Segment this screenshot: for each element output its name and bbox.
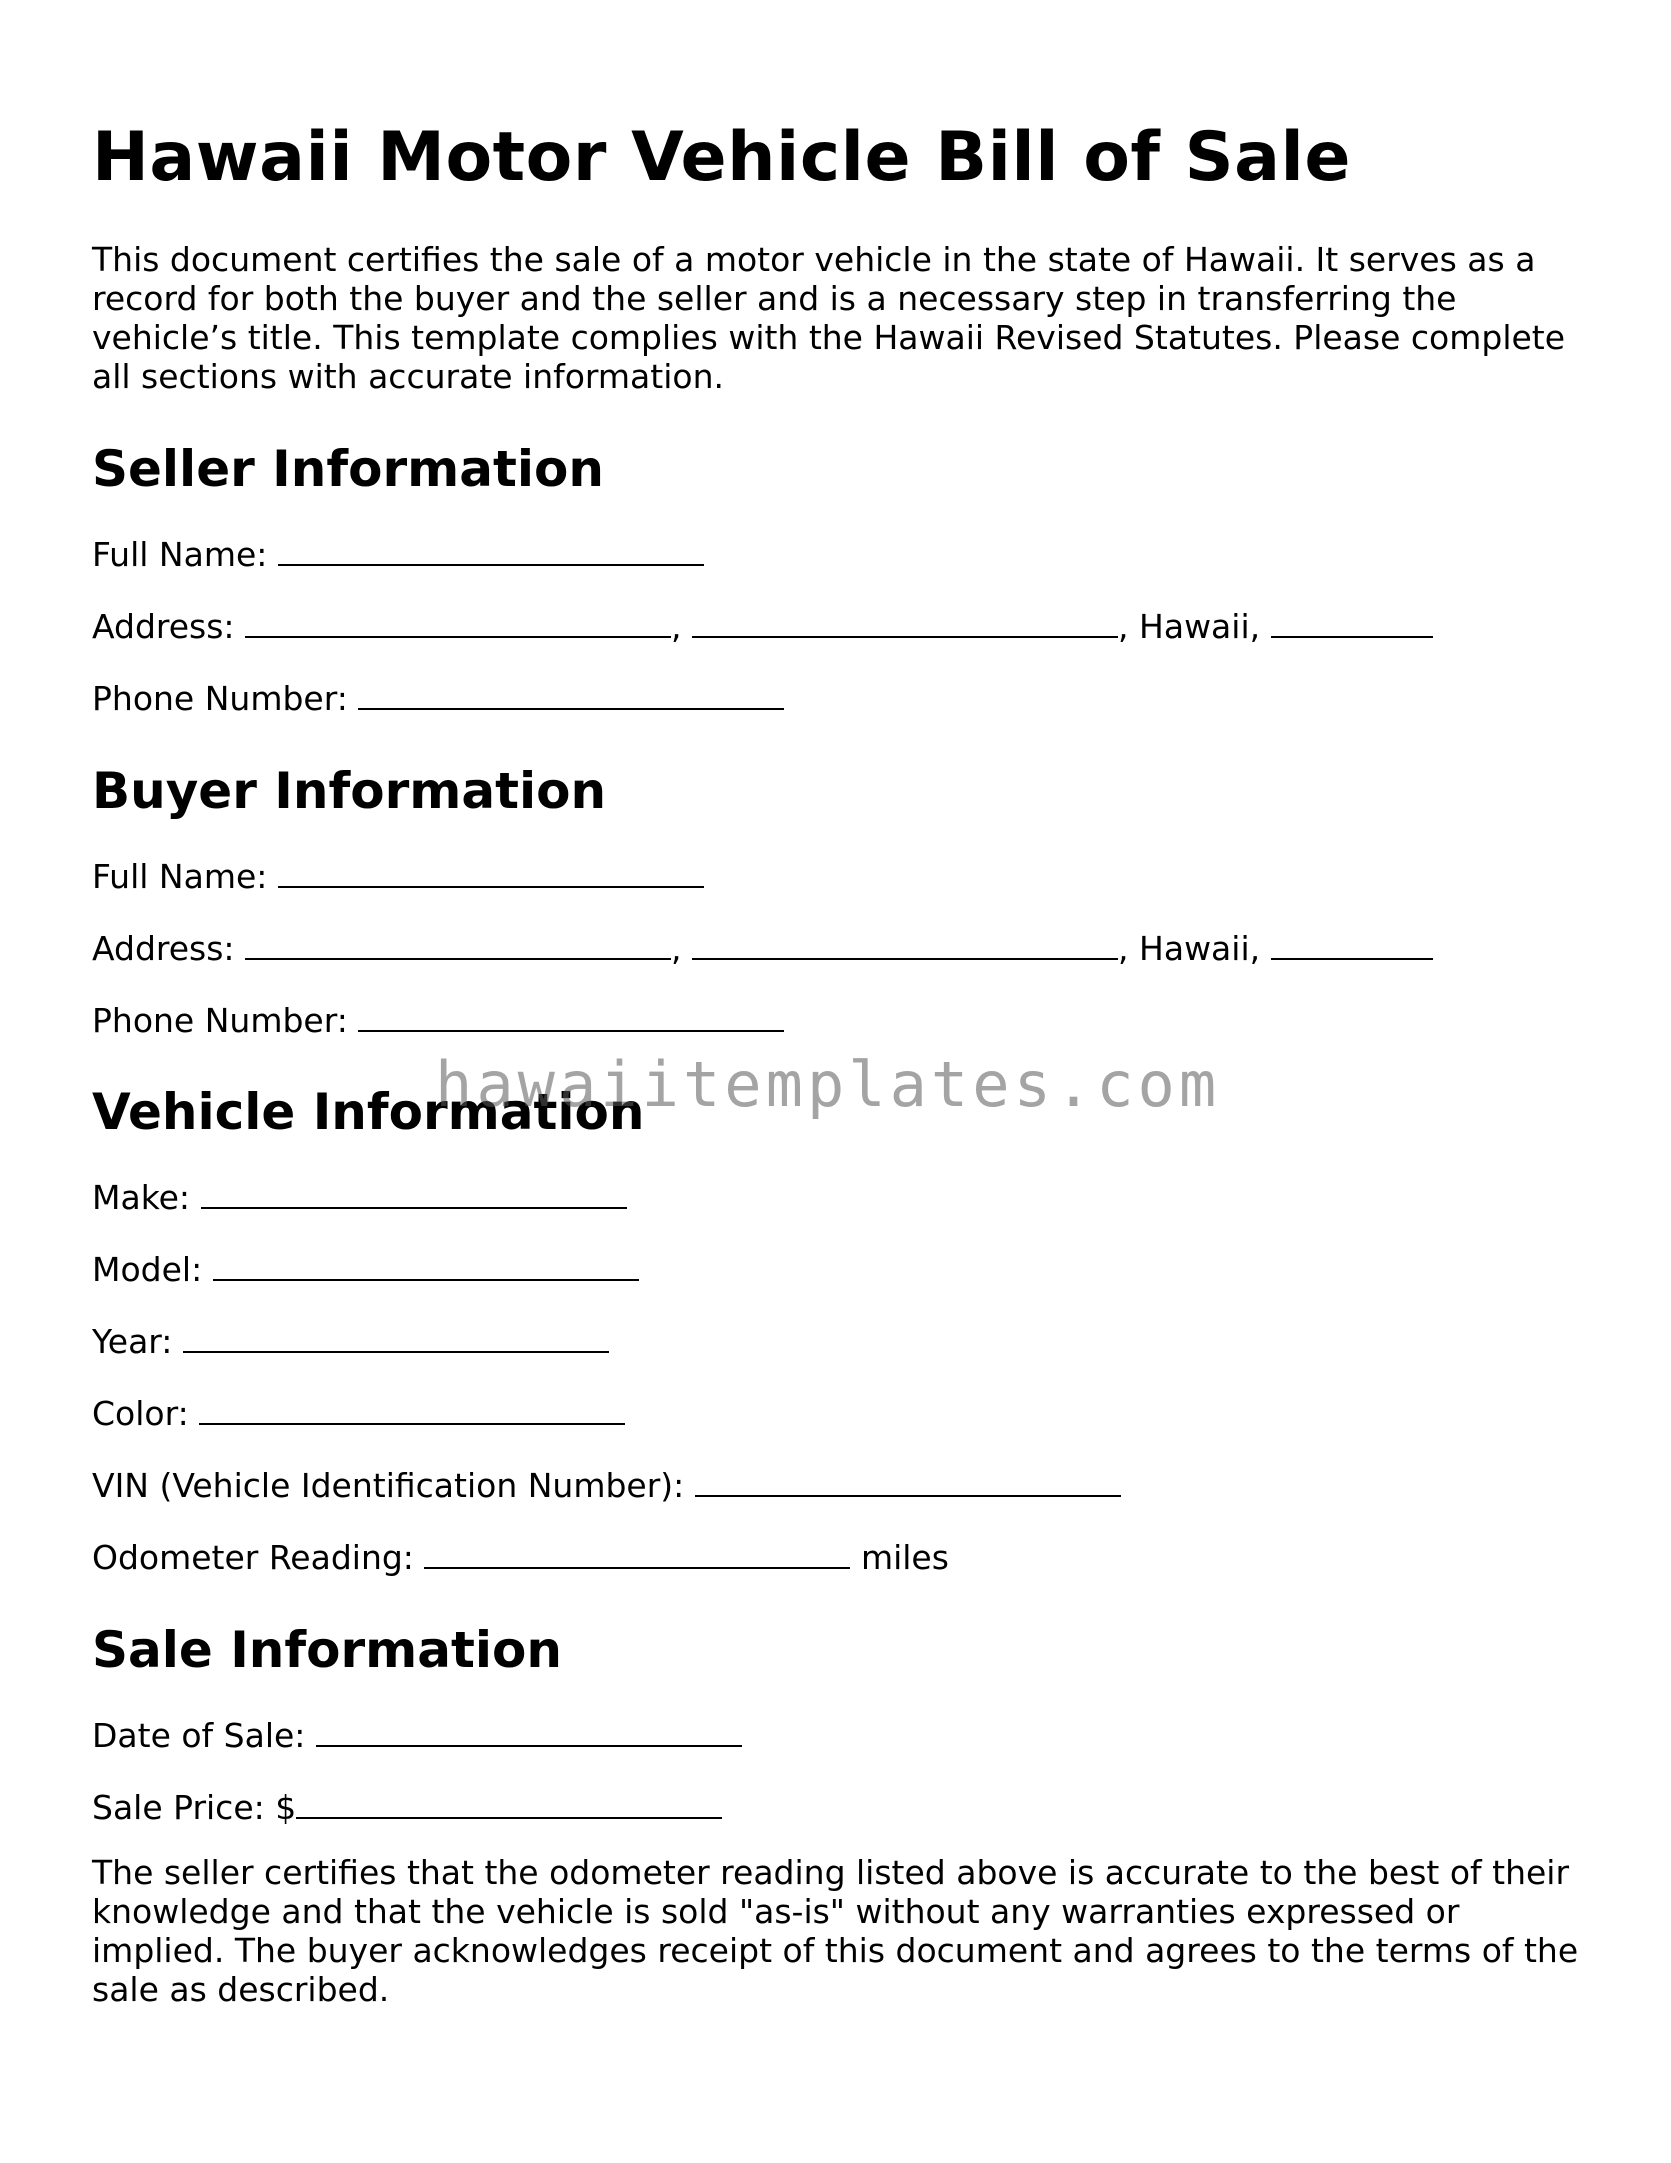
vehicle-make-row (92, 1177, 627, 1218)
buyer-city-blank[interactable] (692, 928, 1118, 960)
closing-paragraph: The seller certifies that the odometer reading listed above is accurate to the best of their knowledge and that the vehicle is sold "as-is" without any warranties expressed or implied. The buyer acknowledges receipt of this document and agrees to the terms of the sale as described. (92, 1853, 1579, 2009)
sale-section-heading: Sale Information (92, 1621, 562, 1679)
buyer-zip-blank[interactable] (1271, 928, 1433, 960)
buyer-full-name-blank[interactable] (278, 856, 704, 888)
vehicle-make-blank[interactable] (201, 1177, 627, 1209)
vehicle-year-blank[interactable] (183, 1321, 609, 1353)
buyer-address-label: Address: (92, 929, 235, 968)
vehicle-make-label: Make: (92, 1178, 191, 1217)
sale-price-label: Sale Price: $ (92, 1788, 297, 1827)
vehicle-odometer-label: Odometer Reading: (92, 1538, 414, 1577)
vehicle-model-row (92, 1249, 639, 1290)
sale-price-blank[interactable] (296, 1787, 722, 1819)
sale-date-blank[interactable] (316, 1715, 742, 1747)
vehicle-section-heading: Vehicle Information (92, 1083, 645, 1141)
buyer-phone-blank[interactable] (358, 1000, 784, 1032)
seller-full-name-row (92, 534, 704, 575)
vehicle-vin-blank[interactable] (695, 1465, 1121, 1497)
buyer-full-name-row (92, 856, 704, 897)
buyer-section-heading: Buyer Information (92, 762, 607, 820)
vehicle-year-row (92, 1321, 609, 1362)
buyer-phone-row (92, 1000, 784, 1041)
seller-address-state: , Hawaii, (1118, 607, 1261, 646)
vehicle-odometer-blank[interactable] (424, 1537, 850, 1569)
seller-address-label: Address: (92, 607, 235, 646)
vehicle-color-label: Color: (92, 1394, 189, 1433)
buyer-phone-label: Phone Number: (92, 1001, 348, 1040)
vehicle-odometer-row (92, 1537, 949, 1578)
vehicle-vin-row (92, 1465, 1121, 1506)
seller-full-name-blank[interactable] (278, 534, 704, 566)
seller-phone-label: Phone Number: (92, 679, 348, 718)
vehicle-year-label: Year: (92, 1322, 173, 1361)
vehicle-vin-label: VIN (Vehicle Identification Number): (92, 1466, 685, 1505)
seller-street-blank[interactable] (245, 606, 671, 638)
vehicle-model-label: Model: (92, 1250, 203, 1289)
vehicle-model-blank[interactable] (213, 1249, 639, 1281)
sale-price-row (92, 1787, 722, 1828)
sale-date-row (92, 1715, 742, 1756)
buyer-full-name-label: Full Name: (92, 857, 268, 896)
intro-paragraph: This document certifies the sale of a motor vehicle in the state of Hawaii. It serves as a record for both the buyer and the seller and is a necessary step in transferring the vehicle’s title. This template complies with the Hawaii Revised Statutes. Please complete all sections with accurate information. (92, 240, 1566, 396)
vehicle-odometer-unit: miles (860, 1538, 949, 1577)
sale-date-label: Date of Sale: (92, 1716, 306, 1755)
seller-full-name-label: Full Name: (92, 535, 268, 574)
seller-address-row (92, 606, 1433, 647)
buyer-street-blank[interactable] (245, 928, 671, 960)
seller-city-blank[interactable] (692, 606, 1118, 638)
watermark-text: hawaiitemplates.com (435, 1048, 1221, 1121)
vehicle-color-blank[interactable] (199, 1393, 625, 1425)
buyer-address-state: , Hawaii, (1118, 929, 1261, 968)
buyer-address-row (92, 928, 1433, 969)
seller-address-separator: , (671, 607, 682, 646)
seller-phone-row (92, 678, 784, 719)
seller-section-heading: Seller Information (92, 440, 604, 498)
seller-zip-blank[interactable] (1271, 606, 1433, 638)
document-title: Hawaii Motor Vehicle Bill of Sale (92, 118, 1351, 197)
seller-phone-blank[interactable] (358, 678, 784, 710)
buyer-address-separator: , (671, 929, 682, 968)
vehicle-color-row (92, 1393, 625, 1434)
